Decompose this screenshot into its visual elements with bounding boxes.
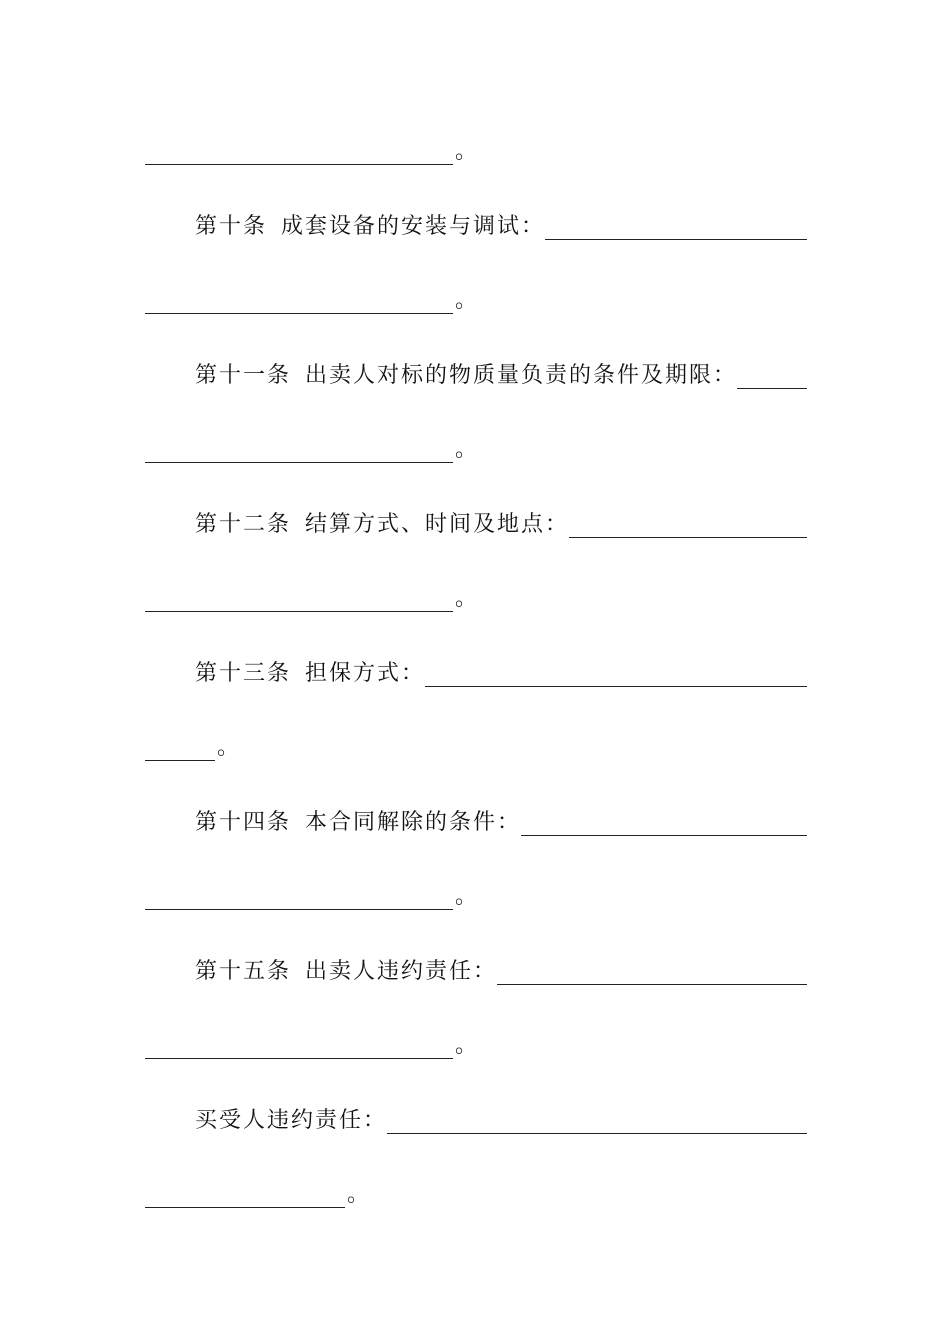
continuation-line [145,1178,807,1208]
fill-blank[interactable] [145,736,215,761]
continuation-line [145,284,807,314]
clause-text: 出卖人对标的物质量负责的条件及期限： [305,363,738,388]
continuation-line [145,880,807,910]
continuation-line [145,135,807,165]
period: 。 [455,884,478,909]
clause-14-line [195,806,807,836]
period: 。 [455,437,478,462]
buyer-liability-line [195,1104,807,1134]
fill-blank[interactable] [145,1034,453,1059]
fill-blank[interactable] [425,662,807,687]
clause-text: 买受人违约责任： [195,1108,388,1133]
clause-13-line [195,657,807,687]
fill-blank[interactable] [145,587,453,612]
clause-11-line [195,359,807,389]
clause-number: 第十二条 [195,512,292,537]
fill-blank[interactable] [145,140,453,165]
clause-text: 结算方式、时间及地点： [305,512,570,537]
fill-blank[interactable] [569,513,807,538]
clause-12-line [195,508,807,538]
fill-blank[interactable] [145,289,453,314]
period: 。 [455,1033,478,1058]
fill-blank[interactable] [387,1109,807,1134]
fill-blank[interactable] [145,438,453,463]
fill-blank[interactable] [545,215,807,240]
period: 。 [455,586,478,611]
fill-blank[interactable] [145,1183,345,1208]
period: 。 [455,288,478,313]
period: 。 [347,1182,370,1207]
continuation-line [145,731,807,761]
clause-number: 第十五条 [195,959,292,984]
clause-number: 第十四条 [195,810,292,835]
clause-text: 成套设备的安装与调试： [281,214,546,239]
period: 。 [455,139,478,164]
continuation-line [145,1029,807,1059]
clause-text: 本合同解除的条件： [305,810,522,835]
clause-10-line [195,210,807,240]
fill-blank[interactable] [737,364,807,389]
continuation-line [145,582,807,612]
clause-number: 第十条 [195,214,268,239]
fill-blank[interactable] [497,960,807,985]
clause-text: 担保方式： [305,661,426,686]
period: 。 [217,735,240,760]
fill-blank[interactable] [145,885,453,910]
clause-15-line [195,955,807,985]
clause-text: 出卖人违约责任： [305,959,498,984]
fill-blank[interactable] [521,811,807,836]
continuation-line [145,433,807,463]
clause-number: 第十一条 [195,363,292,388]
clause-number: 第十三条 [195,661,292,686]
